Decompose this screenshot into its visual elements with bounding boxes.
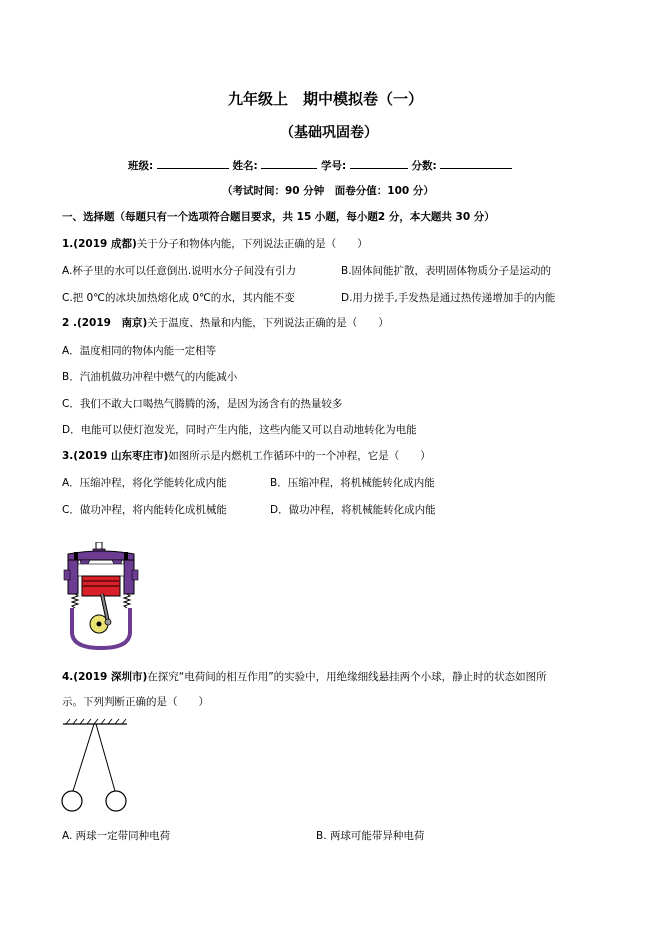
page-title: 九年级上 期中模拟卷（一）	[228, 90, 424, 108]
question-4-text-line2: 示。下列判断正确的是（ ）	[62, 696, 209, 708]
question-3-text: 如图所示是内燃机工作循环中的一个冲程，它是（ ）	[168, 450, 431, 462]
question-2-text: 关于温度、热量和内能，下列说法正确的是（ ）	[147, 317, 389, 329]
exam-info: （考试时间：90 分钟 面卷分值：100 分）	[222, 185, 434, 197]
valve-spring-right	[124, 594, 130, 608]
score-label: 分数:	[411, 160, 437, 172]
charged-balls-diagram	[60, 718, 130, 818]
question-4-number: 4.	[62, 671, 74, 683]
question-1-option-a: A.杯子里的水可以任意倒出.说明水分子间没有引力	[62, 265, 297, 277]
question-2-stem	[62, 315, 389, 330]
id-blank	[350, 157, 408, 169]
question-2-source: (2019 南京)	[76, 317, 148, 329]
ball-left	[62, 791, 82, 811]
question-3-option-a: A．压缩冲程，将化学能转化成内能	[62, 477, 227, 489]
student-info-line	[128, 157, 512, 173]
question-2-option-b: B．汽油机做功冲程中燃气的内能减小	[62, 371, 238, 383]
question-1-option-c: C.把 0℃的冰块加热熔化成 0℃的水，其内能不变	[62, 292, 295, 304]
class-label: 班级:	[128, 160, 154, 172]
question-4-text-line1: 在探究“电荷间的相互作用”的实验中，用绝缘细线悬挂两个小球，静止时的状态如图所	[147, 671, 547, 683]
question-4-source: (2019 深圳市)	[73, 671, 148, 683]
question-3-number: 3.	[62, 450, 74, 462]
question-1-text: 关于分子和物体内能，下列说法正确的是（ ）	[136, 238, 368, 250]
question-2-option-d: D．电能可以使灯泡发光，同时产生内能，这些内能又可以自动地转化为电能	[62, 424, 417, 436]
question-1-number: 1.	[62, 238, 74, 250]
question-1-stem	[62, 236, 368, 251]
question-4-stem	[62, 669, 547, 684]
engine-stroke-diagram	[62, 542, 140, 652]
question-4-option-a: A. 两球一定带同种电荷	[62, 830, 171, 842]
valve-spring-left	[72, 594, 78, 608]
question-1-option-b: B.固体间能扩散，表明固体物质分子是运动的	[341, 265, 552, 277]
question-3-option-b: B．压缩冲程，将机械能转化成内能	[270, 477, 435, 489]
question-3-option-d: D．做功冲程，将机械能转化成内能	[270, 504, 436, 516]
question-2-option-a: A．温度相同的物体内能一定相等	[62, 345, 217, 357]
score-blank	[440, 157, 512, 169]
section-heading: 一、选择题（每题只有一个选项符合题目要求，共 15 小题，每小题2 分，本大题共 30 分）	[62, 211, 495, 223]
question-1-source: (2019 成都)	[73, 238, 137, 250]
question-3-option-c: C．做功冲程，将内能转化成机械能	[62, 504, 227, 516]
class-blank	[157, 157, 229, 169]
ball-right	[106, 791, 126, 811]
name-blank	[261, 157, 317, 169]
question-2-number: 2 .	[62, 317, 77, 329]
question-3-source: (2019 山东枣庄市)	[73, 450, 169, 462]
question-4-option-b: B. 两球可能带异种电荷	[316, 830, 425, 842]
page-subtitle: （基础巩固卷）	[280, 125, 378, 141]
question-2-option-c: C．我们不敢大口喝热气腾腾的汤，是因为汤含有的热量较多	[62, 398, 343, 410]
thread-right	[96, 724, 115, 791]
question-1-option-d: D.用力搓手,手发热是通过热传递增加手的内能	[341, 292, 556, 304]
thread-left	[73, 724, 94, 791]
name-label: 姓名:	[232, 160, 258, 172]
id-label: 学号:	[321, 160, 347, 172]
question-3-stem	[62, 448, 431, 463]
